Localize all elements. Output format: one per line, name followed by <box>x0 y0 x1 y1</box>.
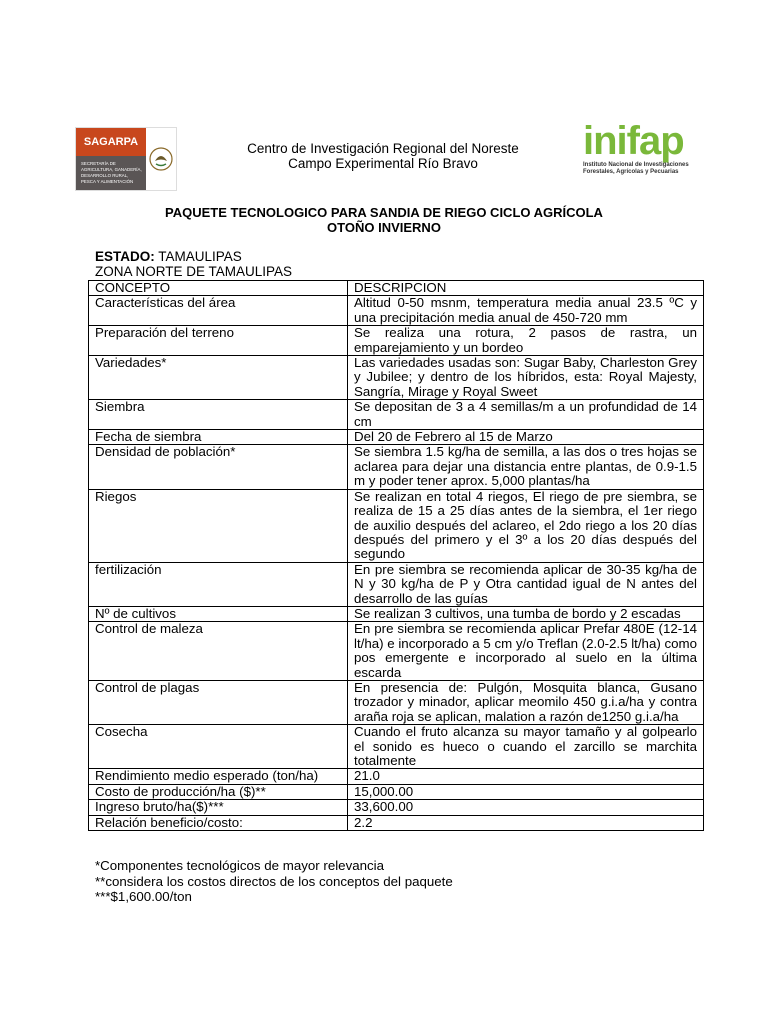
descripcion-cell: En pre siembra se recomienda aplicar Prefar 480E (12-14 lt/ha) e incorporado a 5 cm y/o Treflan (2.0-2.5 lt/ha) como pos emergente e incorporado al suelo en la última escarda <box>348 622 704 681</box>
sagarpa-logo-panel <box>76 128 146 190</box>
concepto-cell: Preparación del terreno <box>89 326 348 356</box>
concepto-cell: Riegos <box>89 489 348 562</box>
concepto-cell: fertilización <box>89 562 348 606</box>
table-row <box>89 680 704 724</box>
mexico-seal-icon <box>146 128 176 190</box>
descripcion-cell: 2.2 <box>348 815 704 830</box>
sagarpa-logo-subtitle: SECRETARÍA DE AGRICULTURA, GANADERÍA, DESARROLLO RURAL, PESCA Y ALIMENTACIÓN <box>81 161 142 184</box>
descripcion-cell: 21.0 <box>348 769 704 784</box>
concepto-cell: Variedades* <box>89 356 348 400</box>
table-row <box>89 815 704 830</box>
footnote-2: **considera los costos directos de los conceptos del paquete <box>95 873 453 889</box>
descripcion-cell: Se depositan de 3 a 4 semillas/m a un profundidad de 14 cm <box>348 400 704 430</box>
table-row <box>89 489 704 562</box>
table-row <box>89 606 704 621</box>
inifap-logo-name: inifap <box>583 119 684 163</box>
estado-line <box>95 249 292 264</box>
descripcion-cell: 33,600.00 <box>348 800 704 815</box>
concepto-cell: Costo de producción/ha ($)** <box>89 784 348 799</box>
descripcion-cell: Se realizan 3 cultivos, una tumba de bordo y 2 escadas <box>348 606 704 621</box>
table-row <box>89 326 704 356</box>
descripcion-cell: En presencia de: Pulgón, Mosquita blanca, Gusano trozador y minador, aplicar meomilo 450 g.i.a/ha y contra araña roja se aplican, malation a razón de1250 g.i.a/ha <box>348 680 704 724</box>
header-descripcion: DESCRIPCION <box>348 281 704 296</box>
header-line-1: Centro de Investigación Regional del Noreste <box>247 141 519 156</box>
concepto-cell: Control de maleza <box>89 622 348 681</box>
inifap-logo <box>583 119 703 182</box>
sagarpa-logo-name: SAGARPA <box>76 128 146 156</box>
table-row <box>89 725 704 769</box>
estado-block <box>95 249 292 279</box>
descripcion-cell: Se realiza una rotura, 2 pasos de rastra, un emparejamiento y un bordeo <box>348 326 704 356</box>
concepto-cell: Relación beneficio/costo: <box>89 815 348 830</box>
table-row <box>89 430 704 445</box>
concepto-cell: Nº de cultivos <box>89 606 348 621</box>
estado-label: ESTADO: <box>95 249 155 264</box>
table-row <box>89 800 704 815</box>
institution-header <box>200 141 566 171</box>
document-title <box>100 205 668 235</box>
footnote-3: ***$1,600.00/ton <box>95 889 192 904</box>
table-row <box>89 622 704 681</box>
table-row <box>89 445 704 489</box>
concepto-cell: Fecha de siembra <box>89 430 348 445</box>
concepto-cell: Rendimiento medio esperado (ton/ha) <box>89 769 348 784</box>
footnotes <box>95 858 453 905</box>
inifap-logo-subtitle: Instituto Nacional de Investigaciones Forestales, Agrícolas y Pecuarias <box>583 162 689 175</box>
descripcion-cell: En pre siembra se recomienda aplicar de 30-35 kg/ha de N y 30 kg/ha de P y Otra cantidad igual de N antes del desarrollo de las guías <box>348 562 704 606</box>
table-row <box>89 356 704 400</box>
title-line-2: OTOÑO INVIERNO <box>327 220 441 235</box>
concepto-cell: Ingreso bruto/ha($)*** <box>89 800 348 815</box>
table-row <box>89 562 704 606</box>
descripcion-cell: Se realizan en total 4 riegos, El riego de pre siembra, se realiza de 15 a 25 días antes de la siembra, el 1er riego de auxilio después del aclareo, el 2do riego a los 20 días después del primero y el 3º a los 20 días después del segundo <box>348 489 704 562</box>
concepto-cell: Características del área <box>89 296 348 326</box>
header-line-2: Campo Experimental Río Bravo <box>288 156 478 171</box>
table-row <box>89 784 704 799</box>
descripcion-cell: Se siembra 1.5 kg/ha de semilla, a las dos o tres hojas se aclarea para dejar una distancia entre plantas, de 0.9-1.5 m y poder tener aprox. 5,000 plantas/ha <box>348 445 704 489</box>
table-row <box>89 400 704 430</box>
technology-package-table <box>88 280 704 831</box>
estado-value: TAMAULIPAS <box>154 249 242 264</box>
descripcion-cell: Cuando el fruto alcanza su mayor tamaño y al golpearlo el sonido es hueco o cuando el zarcillo se marchita totalmente <box>348 725 704 769</box>
concepto-cell: Densidad de población* <box>89 445 348 489</box>
table-row <box>89 296 704 326</box>
table-header-row <box>89 281 704 296</box>
descripcion-cell: Del 20 de Febrero al 15 de Marzo <box>348 430 704 445</box>
descripcion-cell: Las variedades usadas son: Sugar Baby, Charleston Grey y Jubilee; y dentro de los híbridos, esta: Royal Majesty, Sangría, Mirage y Royal Sweet <box>348 356 704 400</box>
table-row <box>89 769 704 784</box>
title-line-1: PAQUETE TECNOLOGICO PARA SANDIA DE RIEGO CICLO AGRÍCOLA <box>165 205 603 220</box>
descripcion-cell: 15,000.00 <box>348 784 704 799</box>
concepto-cell: Cosecha <box>89 725 348 769</box>
sagarpa-logo <box>75 127 177 191</box>
footnote-1: *Componentes tecnológicos de mayor relevancia <box>95 858 384 873</box>
concepto-cell: Control de plagas <box>89 680 348 724</box>
zona-line: ZONA NORTE DE TAMAULIPAS <box>95 264 293 279</box>
concepto-cell: Siembra <box>89 400 348 430</box>
header-concepto: CONCEPTO <box>89 281 348 296</box>
descripcion-cell: Altitud 0-50 msnm, temperatura media anual 23.5 ºC y una precipitación media anual de 450-720 mm <box>348 296 704 326</box>
